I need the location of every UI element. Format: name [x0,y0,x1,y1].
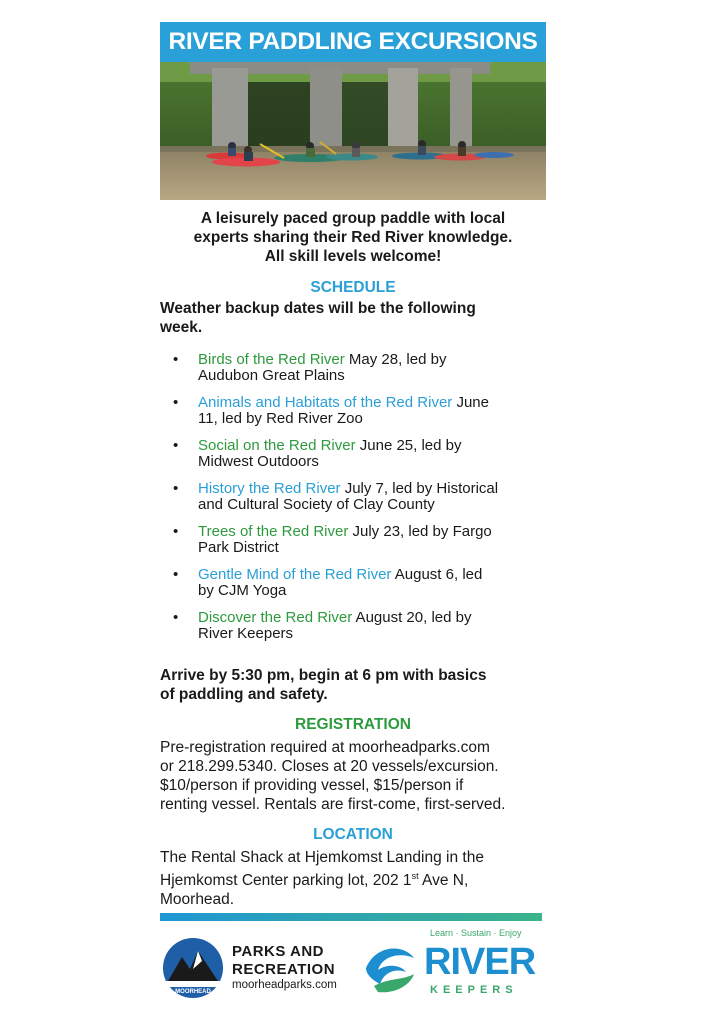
intro-line: A leisurely paced group paddle with local [200,210,506,227]
bullet: • [173,566,179,583]
registration-text [160,738,552,814]
event-detail: May 28, led by [344,351,447,368]
event-detail: June 25, led by [355,437,462,454]
event-title: Trees of the Red River [198,523,349,540]
event-title: Gentle Mind of the Red River [198,566,392,583]
moorhead-label: MOORHEAD [175,989,211,995]
footer-divider [160,913,542,921]
registration-heading: REGISTRATION [295,716,411,733]
intro-line: All skill levels welcome! [264,248,442,265]
intro-text [160,209,546,266]
event-detail: August 6, led [391,566,483,583]
event-title: Animals and Habitats of the Red River [198,394,453,411]
location-line: Moorhead. [160,891,235,909]
list-item [160,395,552,427]
parks-url: moorheadparks.com [232,979,337,991]
bullet: • [173,480,179,497]
event-detail: August 20, led by [352,609,472,626]
keepers-wordmark: KEEPERS [430,984,518,996]
river-wave-icon [360,938,420,998]
list-item [160,481,552,513]
registration-line: renting vessel. Rentals are first-come, first-served. [160,796,506,813]
event-detail: July 7, led by Historical [340,480,499,497]
event-detail: and Cultural Society of Clay County [198,496,435,513]
registration-line: Pre-registration required at moorheadparks.com [160,739,490,756]
bullet: • [173,523,179,540]
list-item [160,610,552,642]
river-keepers-logo [360,928,550,1002]
location-line [160,867,552,890]
event-title: Discover the Red River [198,609,353,626]
event-detail: July 23, led by Fargo [348,523,492,540]
schedule-note-line: Weather backup dates will be the following [160,300,476,317]
event-detail: by CJM Yoga [198,582,287,599]
location-address-end: Ave N, [418,872,469,890]
list-item [160,567,552,599]
bullet: • [173,351,179,368]
page-title: RIVER PADDLING EXCURSIONS [168,28,538,55]
list-item [160,438,552,470]
event-detail: River Keepers [198,625,294,642]
location-sup: st [411,871,419,881]
recreation-line: RECREATION [232,961,336,978]
bullet: • [173,609,179,626]
event-title: Social on the Red River [198,437,356,454]
intro-line: experts sharing their Red River knowledge. [193,229,513,246]
bullet: • [173,437,179,454]
arrival-note [160,666,552,704]
event-detail: Midwest Outdoors [198,453,319,470]
event-list [160,352,552,653]
location-address: Hjemkomst Center parking lot, 202 1 [160,872,412,890]
list-item [160,524,552,556]
river-wordmark: RIVER [424,941,536,983]
arrival-line: Arrive by 5:30 pm, begin at 6 pm with basics [160,667,487,684]
schedule-note [160,299,552,337]
event-detail: 11, led by Red River Zoo [198,410,363,427]
location-line: The Rental Shack at Hjemkomst Landing in the [160,849,484,866]
event-detail: Park District [198,539,279,556]
kayakers-photo [160,62,546,200]
schedule-note-line: week. [160,319,203,336]
page-title-banner [160,22,546,62]
moorhead-emblem-icon [160,935,226,1001]
bullet: • [173,394,179,411]
river-tagline: Learn · Sustain · Enjoy [430,928,522,938]
registration-line: $10/person if providing vessel, $15/person if [160,777,464,794]
list-item [160,352,552,384]
event-detail: Audubon Great Plains [198,367,345,384]
kayakers-photo-art [160,62,546,200]
location-heading: LOCATION [313,826,393,843]
registration-line: or 218.299.5340. Closes at 20 vessels/excursion. [160,758,499,775]
event-detail: June [452,394,489,411]
location-text [160,848,552,909]
parks-recreation-logo [160,935,360,1001]
schedule-heading: SCHEDULE [310,279,396,296]
event-title: History the Red River [198,480,341,497]
arrival-line: of paddling and safety. [160,686,328,703]
parks-line: PARKS AND [232,943,325,960]
event-title: Birds of the Red River [198,351,345,368]
